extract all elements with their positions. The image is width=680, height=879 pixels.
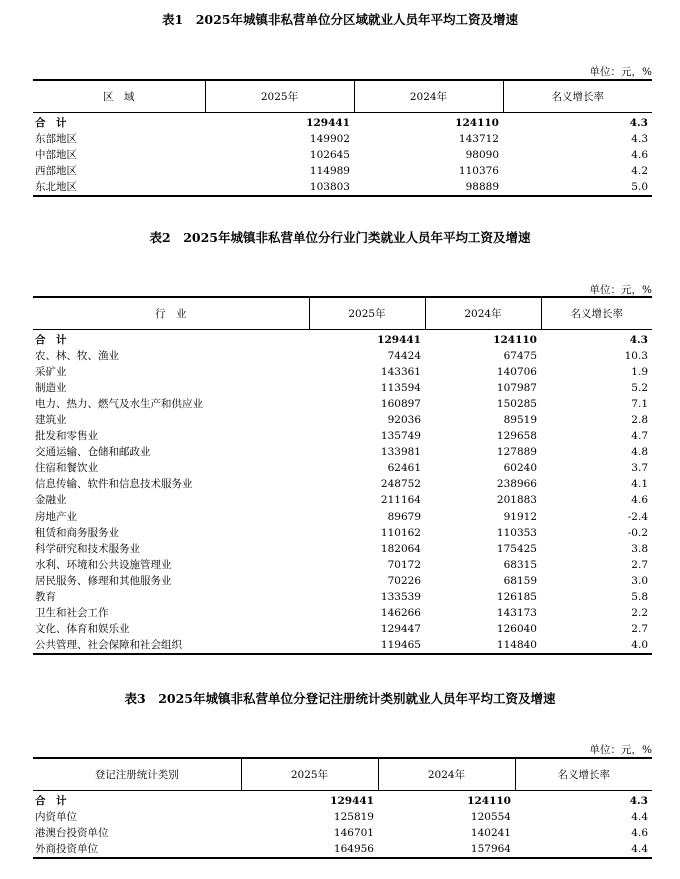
table-row	[33, 557, 652, 573]
value-2025: 103803	[205, 179, 354, 196]
value-2025: 74424	[387, 349, 421, 362]
growth-rate: 4.6	[631, 826, 648, 839]
value-2025: 248752	[380, 478, 421, 491]
value-2025: 133539	[380, 591, 421, 604]
value-2025: 114989	[309, 164, 350, 177]
growth-rate: -2.4	[627, 510, 648, 523]
table1-header-growth: 名义增长率	[503, 80, 652, 112]
growth-rate: 7.1	[631, 397, 648, 410]
row-label: 交通运输、仓储和邮政业	[35, 446, 151, 459]
table1-header-2024: 2024年	[354, 80, 503, 112]
row-label: 建筑业	[35, 414, 67, 427]
row-label: 合 计	[35, 116, 67, 129]
value-2025: 89679	[387, 510, 421, 523]
value-2025: 182064	[380, 542, 421, 555]
value-2024: 124110	[455, 116, 499, 129]
value-2024: 127889	[496, 446, 537, 459]
table-row	[33, 541, 652, 557]
value-2025: 125819	[333, 810, 374, 823]
value-2025: 102645	[309, 148, 350, 161]
value-2025: 129441	[306, 116, 350, 129]
table-row	[33, 476, 652, 492]
value-2024: 67475	[503, 349, 537, 362]
value-2024: 126185	[496, 591, 537, 604]
value-2025: 149902	[309, 132, 350, 145]
value-2025: 133981	[380, 446, 421, 459]
growth-rate: 3.8	[631, 542, 648, 555]
row-label: 教育	[35, 591, 56, 604]
growth-rate: 5.8	[631, 591, 648, 604]
growth-rate: 4.8	[631, 446, 648, 459]
table-row	[33, 525, 652, 541]
growth-rate: 3.7	[631, 462, 648, 475]
growth-rate: 2.8	[631, 414, 648, 427]
value-2025: 129447	[380, 623, 421, 636]
value-2025: 110162	[380, 526, 421, 539]
table-row	[33, 589, 652, 605]
row-label: 东北地区	[33, 179, 205, 196]
value-2025: 146266	[380, 607, 421, 620]
row-label: 水利、环境和公共设施管理业	[35, 558, 172, 571]
growth-rate: 4.3	[629, 116, 648, 129]
table2-header-growth: 名义增长率	[541, 297, 652, 329]
value-2024: 98889	[354, 179, 503, 196]
table1-total-row	[33, 112, 652, 131]
value-2024: 175425	[496, 542, 537, 555]
value-2024: 150285	[496, 397, 537, 410]
value-2025: 70172	[387, 558, 421, 571]
value-2024: 201883	[496, 494, 537, 507]
growth-rate: 4.7	[631, 430, 648, 443]
growth-rate: 4.6	[631, 148, 648, 161]
row-label: 合 计	[35, 794, 67, 807]
value-2024: 107987	[496, 381, 537, 394]
table2-header-2024: 2024年	[425, 297, 541, 329]
value-2024: 68159	[503, 574, 537, 587]
value-2024: 124110	[493, 333, 537, 346]
table3-total-row	[33, 790, 652, 809]
row-label: 租赁和商务服务业	[35, 526, 119, 539]
table2	[33, 296, 652, 655]
table-row	[33, 621, 652, 637]
growth-rate: 4.4	[515, 841, 652, 858]
value-2024: 114840	[425, 637, 541, 654]
value-2025: 143361	[380, 365, 421, 378]
row-label: 批发和零售业	[35, 430, 98, 443]
table2-title: 表2 2025年城镇非私营单位分行业门类就业人员年平均工资及增速	[149, 230, 531, 245]
row-label: 居民服务、修理和其他服务业	[35, 574, 172, 587]
value-2025: 129441	[377, 333, 421, 346]
table-row	[33, 573, 652, 589]
row-label: 住宿和餐饮业	[35, 462, 98, 475]
value-2025: 113594	[380, 381, 421, 394]
growth-rate: 5.2	[631, 381, 648, 394]
row-label: 制造业	[35, 381, 67, 394]
table2-header-industry: 行 业	[33, 297, 309, 329]
row-label: 中部地区	[35, 148, 77, 161]
table2-total-row	[33, 329, 652, 348]
row-label: 金融业	[35, 494, 67, 507]
row-label: 外商投资单位	[33, 841, 241, 858]
row-label: 东部地区	[35, 132, 77, 145]
value-2025: 119465	[309, 637, 425, 654]
growth-rate: 4.0	[541, 637, 652, 654]
table3	[33, 757, 652, 859]
growth-rate: 3.0	[631, 574, 648, 587]
row-label: 卫生和社会工作	[35, 607, 109, 620]
row-label: 房地产业	[35, 510, 77, 523]
table-row	[33, 428, 652, 444]
row-label: 内资单位	[35, 810, 77, 823]
row-label: 港澳台投资单位	[35, 826, 109, 839]
table-row	[33, 396, 652, 412]
table-row	[33, 179, 652, 196]
growth-rate: 2.2	[631, 607, 648, 620]
table-row	[33, 163, 652, 179]
table-row	[33, 841, 652, 858]
growth-rate: 4.1	[631, 478, 648, 491]
row-label: 农、林、牧、渔业	[35, 349, 119, 362]
table-row	[33, 825, 652, 841]
table1-header-region: 区 域	[33, 80, 205, 112]
table-row	[33, 492, 652, 508]
growth-rate: 2.7	[631, 623, 648, 636]
value-2025: 164956	[241, 841, 378, 858]
row-label: 合 计	[35, 333, 67, 346]
table3-header-2025: 2025年	[241, 758, 378, 790]
growth-rate: 2.7	[631, 558, 648, 571]
value-2024: 143712	[458, 132, 499, 145]
table-row	[33, 460, 652, 476]
growth-rate: 5.0	[503, 179, 652, 196]
value-2024: 110376	[458, 164, 499, 177]
growth-rate: 4.4	[631, 810, 648, 823]
table1-title: 表1 2025年城镇非私营单位分区域就业人员年平均工资及增速	[162, 12, 518, 27]
value-2025: 70226	[387, 574, 421, 587]
value-2025: 62461	[387, 462, 421, 475]
value-2024: 68315	[503, 558, 537, 571]
table-row	[33, 809, 652, 825]
table1	[33, 79, 652, 197]
value-2024: 91912	[503, 510, 537, 523]
value-2024: 140241	[470, 826, 511, 839]
table-row	[33, 444, 652, 460]
row-label: 文化、体育和娱乐业	[35, 623, 130, 636]
row-label: 采矿业	[35, 365, 67, 378]
table2-header-2025: 2025年	[309, 297, 425, 329]
row-label: 公共管理、社会保障和社会组织	[33, 637, 309, 654]
value-2025: 211164	[380, 494, 421, 507]
value-2024: 98090	[465, 148, 499, 161]
value-2025: 146701	[333, 826, 374, 839]
table3-header-2024: 2024年	[378, 758, 515, 790]
growth-rate: 4.3	[629, 333, 648, 346]
table-row	[33, 147, 652, 163]
value-2024: 110353	[496, 526, 537, 539]
value-2024: 238966	[496, 478, 537, 491]
row-label: 信息传输、软件和信息技术服务业	[35, 478, 193, 491]
row-label: 电力、热力、燃气及水生产和供应业	[35, 397, 203, 410]
table-row	[33, 509, 652, 525]
value-2024: 120554	[470, 810, 511, 823]
row-label: 科学研究和技术服务业	[35, 542, 140, 555]
table-row	[33, 364, 652, 380]
value-2024: 157964	[378, 841, 515, 858]
table3-header-category: 登记注册统计类别	[33, 758, 241, 790]
growth-rate: 4.3	[631, 132, 648, 145]
growth-rate: 10.3	[624, 349, 648, 362]
value-2025: 135749	[380, 430, 421, 443]
table1-header-2025: 2025年	[205, 80, 354, 112]
value-2024: 89519	[503, 414, 537, 427]
table-row	[33, 348, 652, 364]
value-2025: 92036	[387, 414, 421, 427]
growth-rate: 4.2	[631, 164, 648, 177]
value-2024: 124110	[467, 794, 511, 807]
value-2025: 160897	[380, 397, 421, 410]
value-2024: 126040	[496, 623, 537, 636]
growth-rate: -0.2	[627, 526, 648, 539]
row-label: 西部地区	[35, 164, 77, 177]
value-2024: 143173	[496, 607, 537, 620]
growth-rate: 4.6	[631, 494, 648, 507]
table3-title: 表3 2025年城镇非私营单位分登记注册统计类别就业人员年平均工资及增速	[124, 691, 556, 706]
table3-unit: 单位：元，%	[589, 744, 652, 756]
growth-rate: 1.9	[631, 365, 648, 378]
table-row	[33, 605, 652, 621]
table-row	[33, 412, 652, 428]
value-2025: 129441	[330, 794, 374, 807]
growth-rate: 4.3	[629, 794, 648, 807]
table2-unit: 单位：元，%	[589, 284, 652, 296]
value-2024: 60240	[503, 462, 537, 475]
value-2024: 129658	[496, 430, 537, 443]
table-row	[33, 131, 652, 147]
table1-unit: 单位：元，%	[589, 66, 652, 78]
table-row	[33, 380, 652, 396]
table3-header-growth: 名义增长率	[515, 758, 652, 790]
table-row	[33, 637, 652, 654]
value-2024: 140706	[496, 365, 537, 378]
